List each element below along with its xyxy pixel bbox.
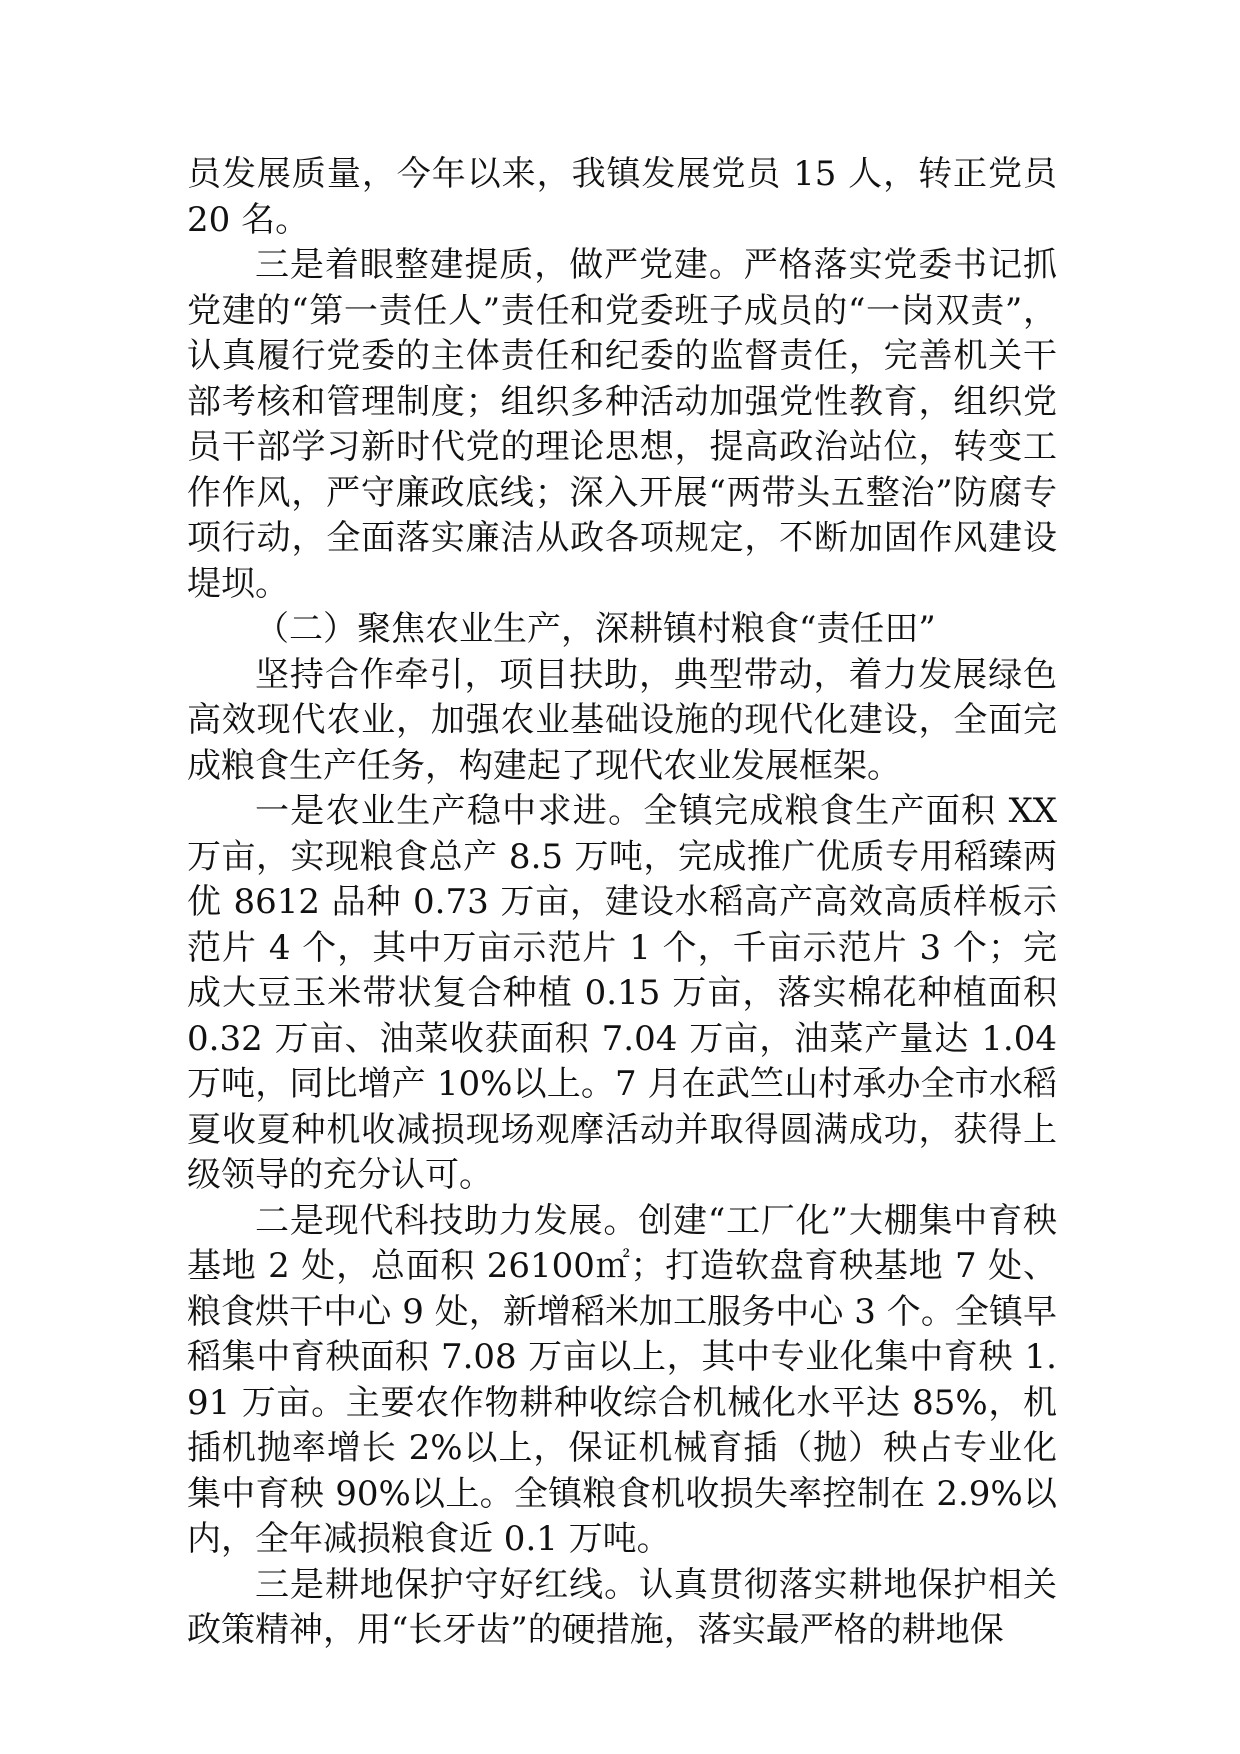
document-body [187,152,1057,1654]
section-heading-agriculture: （二）聚焦农业生产，深耕镇村粮食“责任田” [255,609,936,649]
paragraph-agricultural-production: 一是农业生产稳中求进。全镇完成粮食生产面积 XX 万亩，实现粮食总产 8.5 万吨，完成推广优质专用稻臻两优 8612 品种 0.73 万亩，建设水稻高产高效高质样板示范片 4 个，其中万亩示范片 1 个，千亩示范片 3 个；完成大豆玉米带状复合种植 0.15 万亩，落实棉花种植面积 0.32 万亩、油菜收获面积 7.04 万亩，油菜产量达 1.04 万吨，同比增产 10%以上。7 月在武竺山村承办全市水稻夏收夏种机收减损现场观摩活动并取得圆满成功，获得上级领导的充分认可。 [187,791,1057,1195]
paragraph-farmland-protection: 三是耕地保护守好红线。认真贯彻落实耕地保护相关政策精神，用“长牙齿”的硬措施，落实最严格的耕地保 [187,1564,1057,1650]
paragraph-party-member-development: 员发展质量，今年以来，我镇发展党员 15 人，转正党员 20 名。 [187,154,1057,240]
paragraph-party-building: 三是着眼整建提质，做严党建。严格落实党委书记抓党建的“第一责任人”责任和党委班子成员的“一岗双责”，认真履行党委的主体责任和纪委的监督责任，完善机关干部考核和管理制度；组织多种活动加强党性教育，组织党员干部学习新时代党的理论思想，提高政治站位，转变工作作风，严守廉政底线；深入开展“两带头五整治”防腐专项行动，全面落实廉洁从政各项规定，不断加固作风建设堤坝。 [187,245,1057,604]
paragraph-agriculture-overview: 坚持合作牵引，项目扶助，典型带动，着力发展绿色高效现代农业，加强农业基础设施的现代化建设，全面完成粮食生产任务，构建起了现代农业发展框架。 [187,654,1057,786]
paragraph-technology-development: 二是现代科技助力发展。创建“工厂化”大棚集中育秧基地 2 处，总面积 26100㎡；打造软盘育秧基地 7 处、粮食烘干中心 9 处，新增稻米加工服务中心 3 个。全镇早稻集中育秧面积 7.08 万亩以上，其中专业化集中育秧 1.91 万亩。主要农作物耕种收综合机械化水平达 85%，机插机抛率增长 2%以上，保证机械育插（抛）秧占专业化集中育秧 90%以上。全镇粮食机收损失率控制在 2.9%以内，全年减损粮食近 0.1 万吨。 [187,1200,1057,1559]
